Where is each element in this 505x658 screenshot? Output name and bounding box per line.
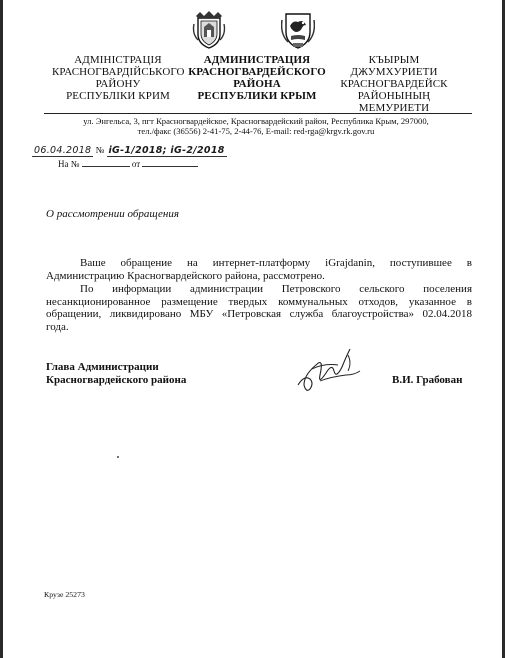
header-right-line: МЕМУРИЕТИ [358,102,430,114]
header-ukrainian [52,54,184,102]
header-center-line: АДМИНИСТРАЦИЯ [203,54,311,66]
signatory-title [46,361,186,387]
signatory-title-line: Глава Администрации [46,361,159,373]
executor-footer: Крузе 25273 [44,590,85,599]
header-left-line: РАЙОНУ [95,78,141,90]
header-right-line: КЪЫРЫМ [368,54,420,66]
header-center-line: КРАСНОГВАРДЕЙСКОГО [188,66,326,78]
incoming-number-blank [82,166,130,167]
body-line: Администрацию Красногвардейского района, рассмотрено. [46,269,325,282]
body-line: Ваше обращение на интернет-платформу iGrajdanin, поступившее в [80,257,472,269]
outgoing-no-label: № [95,145,105,155]
header-right-line: КРАСНОГВАРДЕЙСК [340,78,448,90]
header-center-line: РАЙОНА [233,78,281,90]
header-left-line: АДМІНІСТРАЦІЯ [74,54,162,66]
header-right-line: РАЙОНЫНЫҢ [357,90,431,102]
header-russian [188,54,326,102]
handwritten-signature [290,345,370,395]
incoming-from-label: от [131,159,141,169]
body-line: обращении, ликвидировано МБУ «Петровская служба благоустройства» 02.04.2018 [46,308,472,321]
scan-dot [117,456,119,458]
body-line: года. [46,320,69,333]
header-left-line: РЕСПУБЛІКИ КРИМ [66,90,170,102]
crimea-coat-of-arms-icon [281,10,315,50]
outgoing-number: iG-1/2018; iG-2/2018 [108,145,225,156]
scan-edge-left [0,0,3,658]
header-right-line: ДЖУМХУРИЕТИ [350,66,438,78]
body-line: По информации администрации Петровского сельского поселения [80,283,472,295]
header-divider [44,113,472,114]
incoming-no-label: На № [58,159,80,169]
header-crimean-tatar [334,54,454,114]
body-paragraph-1 [46,257,472,282]
incoming-registration [58,159,198,169]
body-paragraph-2 [46,283,472,333]
incoming-date-blank [142,166,198,167]
outgoing-registration [32,145,227,157]
signatory-name: В.И. Грабован [392,374,463,386]
header-left-line: КРАСНОГВАРДІЙСЬКОГО [52,66,185,78]
header-center-line: РЕСПУБЛИКИ КРЫМ [197,90,317,102]
body-line: несанкционированное размещение твердых коммунальных отходов, указанное в [46,295,472,308]
letter-subject: О рассмотрении обращения [46,208,179,220]
outgoing-date: 06.04.2018 [34,145,92,156]
address-line: ул. Энгельса, 3, пгт Красногвардейское, Красногвардейский район, Республика Крым, 297000, [83,116,429,126]
contact-line: тел./факс (36556) 2-41-75, 2-44-76, E-mail: red-rga@krgv.rk.gov.ru [137,126,375,136]
district-coat-of-arms-icon [192,10,226,50]
signatory-title-line: Красногвардейского района [46,374,187,386]
